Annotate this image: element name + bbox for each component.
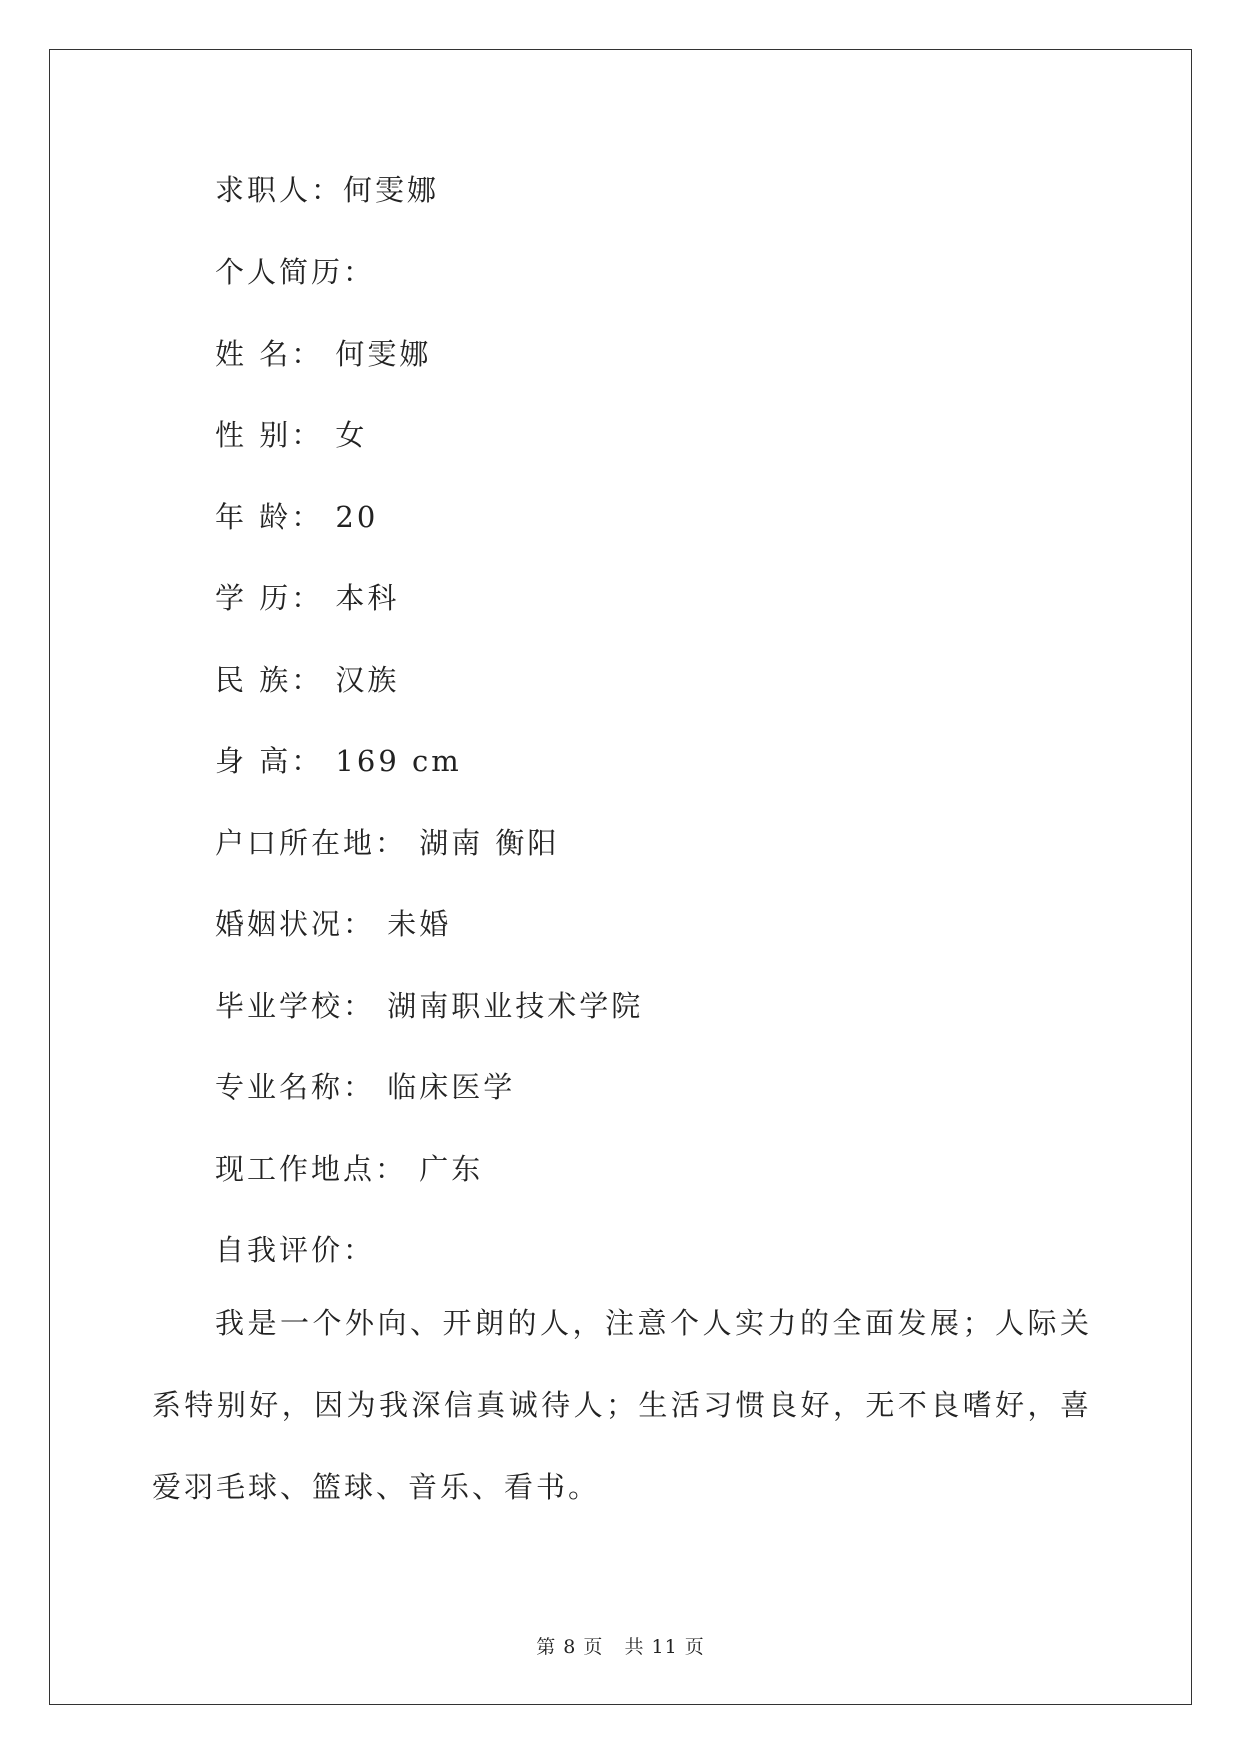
page-indicator: 第 8 页 共 11 页 — [536, 1636, 705, 1658]
gender-line: 性 别： 女 — [215, 418, 368, 452]
school-line: 毕业学校： 湖南职业技术学院 — [215, 989, 644, 1023]
applicant-line: 求职人：何雯娜 — [215, 173, 440, 207]
major-line: 专业名称： 临床医学 — [215, 1070, 516, 1104]
work-location-line: 现工作地点： 广东 — [215, 1152, 484, 1186]
self-evaluation-paragraph: 我是一个外向、开朗的人，注意个人实力的全面发展；人际关系特别好，因为我深信真诚待人；生活习惯良好，无不良嗜好，喜爱羽毛球、篮球、音乐、看书。 — [152, 1306, 1092, 1504]
height-line: 身 高： 169 cm — [215, 744, 462, 778]
education-line: 学 历： 本科 — [215, 581, 400, 615]
ethnicity-line: 民 族： 汉族 — [215, 663, 400, 697]
self-evaluation-heading: 自我评价： — [215, 1233, 376, 1267]
resume-heading: 个人简历： — [215, 255, 376, 289]
name-line: 姓 名： 何雯娜 — [215, 337, 432, 371]
hukou-line: 户口所在地： 湖南 衡阳 — [215, 826, 560, 860]
marital-status-line: 婚姻状况： 未婚 — [215, 907, 452, 941]
age-line: 年 龄： 20 — [215, 500, 379, 534]
